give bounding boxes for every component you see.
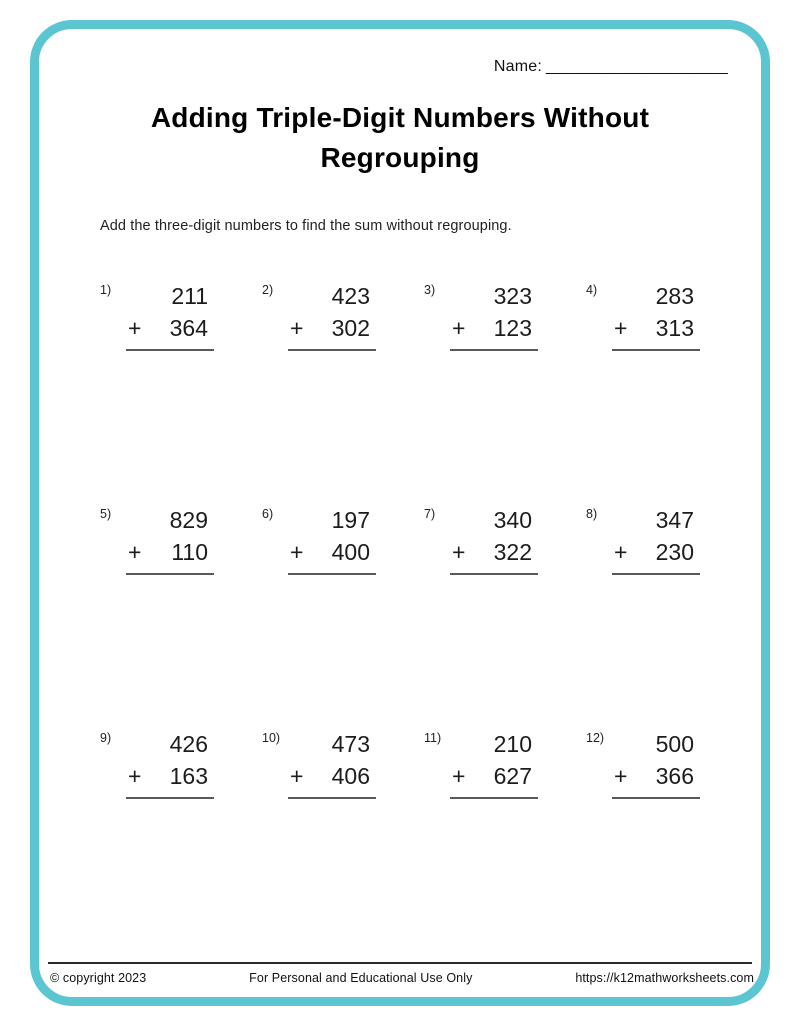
problem-2 [262, 280, 424, 504]
problem-number: 8) [586, 507, 598, 521]
addend-bottom-row [126, 760, 214, 799]
problem-7 [424, 504, 586, 728]
problem-body [288, 504, 376, 575]
addend-bottom-row [612, 760, 700, 799]
addend-bottom: 302 [331, 315, 370, 341]
problem-body [288, 728, 376, 799]
plus-operator: + [290, 539, 304, 565]
problem-11 [424, 728, 586, 952]
addend-top: 473 [331, 731, 370, 757]
problem-5 [100, 504, 262, 728]
addend-bottom-row [288, 312, 376, 351]
problem-number: 3) [424, 283, 436, 297]
problem-body [126, 728, 214, 799]
problem-9 [100, 728, 262, 952]
plus-operator: + [452, 539, 466, 565]
addend-top: 423 [331, 283, 370, 309]
addend-top: 426 [169, 731, 208, 757]
problem-number: 4) [586, 283, 598, 297]
plus-operator: + [290, 763, 304, 789]
footer [50, 971, 754, 985]
addend-bottom-row [450, 312, 538, 351]
plus-operator: + [614, 763, 628, 789]
page-title-line2: Regrouping [320, 142, 480, 173]
addend-bottom: 406 [331, 763, 370, 789]
problem-body [288, 280, 376, 351]
problem-number: 10) [262, 731, 281, 745]
problem-number: 2) [262, 283, 274, 297]
name-label: Name: [493, 58, 543, 75]
problem-4 [586, 280, 748, 504]
name-field [494, 58, 728, 76]
addend-top: 323 [493, 283, 532, 309]
addend-top: 347 [655, 507, 694, 533]
plus-operator: + [614, 539, 628, 565]
page-title [0, 98, 800, 178]
addend-top: 283 [655, 283, 694, 309]
addend-bottom: 230 [655, 539, 694, 565]
plus-operator: + [452, 763, 466, 789]
footer-usage-note: For Personal and Educational Use Only [249, 971, 473, 985]
addend-bottom-row [612, 312, 700, 351]
problem-12 [586, 728, 748, 952]
problem-number: 1) [100, 283, 112, 297]
problem-1 [100, 280, 262, 504]
addend-bottom-row [288, 760, 376, 799]
problem-body [450, 504, 538, 575]
footer-copyright: © copyright 2023 [50, 971, 147, 985]
addend-bottom: 110 [171, 539, 208, 565]
addend-bottom: 400 [331, 539, 370, 565]
addend-bottom-row [126, 312, 214, 351]
addend-bottom-row [450, 760, 538, 799]
problem-body [612, 728, 700, 799]
addend-bottom-row [126, 536, 214, 575]
problem-number: 12) [586, 731, 605, 745]
addend-top: 340 [493, 507, 532, 533]
addend-bottom: 627 [493, 763, 532, 789]
addend-top: 211 [171, 283, 208, 309]
page-title-line1: Adding Triple-Digit Numbers Without [150, 102, 650, 133]
problem-body [612, 504, 700, 575]
name-blank-line[interactable]: ____________________ [546, 58, 728, 75]
problem-number: 6) [262, 507, 274, 521]
footer-url: https://k12mathworksheets.com [575, 971, 754, 985]
footer-divider [48, 962, 752, 964]
problem-10 [262, 728, 424, 952]
problem-body [450, 280, 538, 351]
problem-body [126, 280, 214, 351]
plus-operator: + [128, 539, 142, 565]
plus-operator: + [128, 315, 142, 341]
plus-operator: + [614, 315, 628, 341]
plus-operator: + [290, 315, 304, 341]
plus-operator: + [452, 315, 466, 341]
problem-3 [424, 280, 586, 504]
problem-body [450, 728, 538, 799]
plus-operator: + [128, 763, 142, 789]
addend-top: 210 [493, 731, 532, 757]
addend-bottom-row [612, 536, 700, 575]
addend-bottom: 313 [655, 315, 694, 341]
problem-8 [586, 504, 748, 728]
addend-bottom: 366 [655, 763, 694, 789]
problem-number: 5) [100, 507, 112, 521]
problem-6 [262, 504, 424, 728]
addend-top: 829 [169, 507, 208, 533]
problem-number: 11) [424, 731, 442, 745]
addend-bottom-row [288, 536, 376, 575]
problem-number: 7) [424, 507, 436, 521]
problems-grid [100, 280, 748, 952]
addend-bottom: 163 [169, 763, 208, 789]
instructions-text: Add the three-digit numbers to find the sum without regrouping. [100, 218, 512, 234]
problem-number: 9) [100, 731, 112, 745]
addend-top: 500 [655, 731, 694, 757]
addend-top: 197 [331, 507, 370, 533]
problem-body [612, 280, 700, 351]
addend-bottom-row [450, 536, 538, 575]
addend-bottom: 322 [493, 539, 532, 565]
problem-body [126, 504, 214, 575]
addend-bottom: 123 [493, 315, 532, 341]
addend-bottom: 364 [169, 315, 208, 341]
